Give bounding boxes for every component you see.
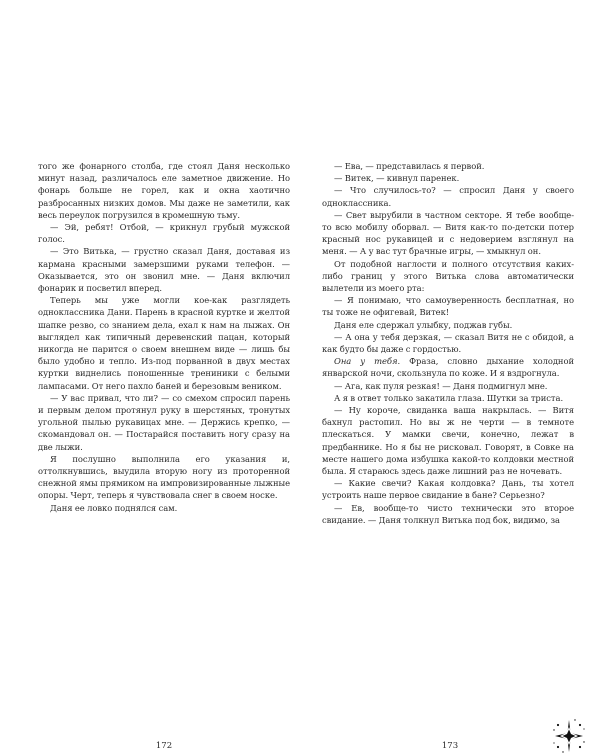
- right-page: [300, 0, 600, 750]
- paragraph: — Какие свечи? Какая колдовка? Дань, ты хотел устроить наше первое свидание в бане? Серьезно?: [322, 478, 574, 501]
- left-page: [0, 0, 300, 750]
- paragraph: Даня ее ловко поднялся сам.: [50, 502, 178, 513]
- page-number-right: 173: [441, 741, 459, 751]
- paragraph: Теперь мы уже могли кое-как разглядеть одноклассника Дани. Парень в красной куртке и желтой шапке резво, со знанием дела, ехал к нам на лыжах. Он выглядел как типичный деревенский пацан, который никогда не парится о своем внешнем виде — лишь бы было удобно и тепло. Из-под порванной в двух местах куртки виднелись поношенные трениники с белыми лампасами. От него пахло баней и березовым веником.: [38, 295, 290, 391]
- right-page-text: [322, 160, 574, 526]
- paragraph: — Ева, — представилась я первой.: [334, 161, 485, 171]
- paragraph: — Ев, вообще-то чисто технически это второе свидание. — Даня толкнул Витька под бок, видимо, за: [322, 502, 574, 525]
- paragraph-rest: Фраза, словно дыхание холодной январской ночи, скользнула по коже. И я вздрогнула.: [322, 356, 574, 379]
- paragraph: От подобной наглости и полного отсутствия каких-либо границ у этого Витька слова автоматически вылетели из моего рта:: [322, 258, 574, 294]
- paragraph: Даня еле сдержал улыбку, поджав губы.: [334, 319, 513, 330]
- paragraph: — А она у тебя дерзкая, — сказал Витя не с обидой, а как будто бы даже с гордостью.: [322, 331, 574, 355]
- paragraph: того же фонарного столба, где стоял Даня несколько минут назад, различалось еле заметное движение. Но фонарь больше не горел, как и окна хаотично разбросанных низких домов. Мы даже не заметили, как весь переулок погрузился в кромешную тьму.: [38, 161, 290, 220]
- paragraph: А я в ответ только закатила глаза. Шутки за триста.: [334, 392, 564, 403]
- left-page-text: [38, 160, 290, 514]
- paragraph: — Витек, — кивнул паренек.: [334, 173, 460, 184]
- italic-phrase: Она у тебя.: [334, 356, 401, 367]
- paragraph-with-italic: [322, 355, 574, 379]
- paragraph: — Ну короче, свиданка ваша накрылась. — Витя бахнул растопил. Но вы ж не черти — в темноте плескаться. У мамки свечи, конечно, лежат в предбаннике. Но я бы не рисковал. Говорят, в Совке на месте нашего дома избушка какой-то колдовки местной была. Я стараюсь здесь даже лишний раз не ночевать.: [322, 405, 574, 477]
- star-ornament-icon: [549, 716, 589, 756]
- page-number-left: 172: [155, 741, 173, 751]
- paragraph: — Что случилось-то? — спросил Даня у своего одноклассника.: [322, 185, 574, 208]
- paragraph: — Эй, ребят! Отбой, — крикнул грубый мужской голос.: [38, 222, 290, 245]
- paragraph: — Это Витька, — грустно сказал Даня, доставая из кармана красными замерзшими руками телефон. — Оказывается, это он звонил мне. — Даня включил фонарик и посветил вперед.: [38, 246, 290, 294]
- paragraph: — Свет вырубили в частном секторе. Я тебе вообще-то всю мобилу оборвал. — Витя как-то по-детски потер красный нос рукавицей и с недоверием взглянул на меня. — А у вас тут брачные игры, — хмыкнул он.: [322, 209, 574, 257]
- paragraph: — У вас привал, что ли? — со смехом спросил парень и первым делом протянул руку в шерстяных, тронутых угольной пылью рукавицах мне. — Держись крепко, — скомандовал он. — Постарайся поставить ногу сразу на две лыжи.: [38, 392, 290, 452]
- paragraph: Я послушно выполнила его указания и, оттолкнувшись, выудила вторую ногу из протоpенной снежной ямы прямиком на импровизированные лыжные опоры. Черт, теперь я чувствовала снег в своем носке.: [38, 453, 290, 501]
- paragraph: — Ага, как пуля резкая! — Даня подмигнул мне.: [334, 380, 548, 391]
- paragraph: — Я понимаю, что самоуверенность бесплатная, но ты тоже не офигевай, Витек!: [322, 295, 574, 318]
